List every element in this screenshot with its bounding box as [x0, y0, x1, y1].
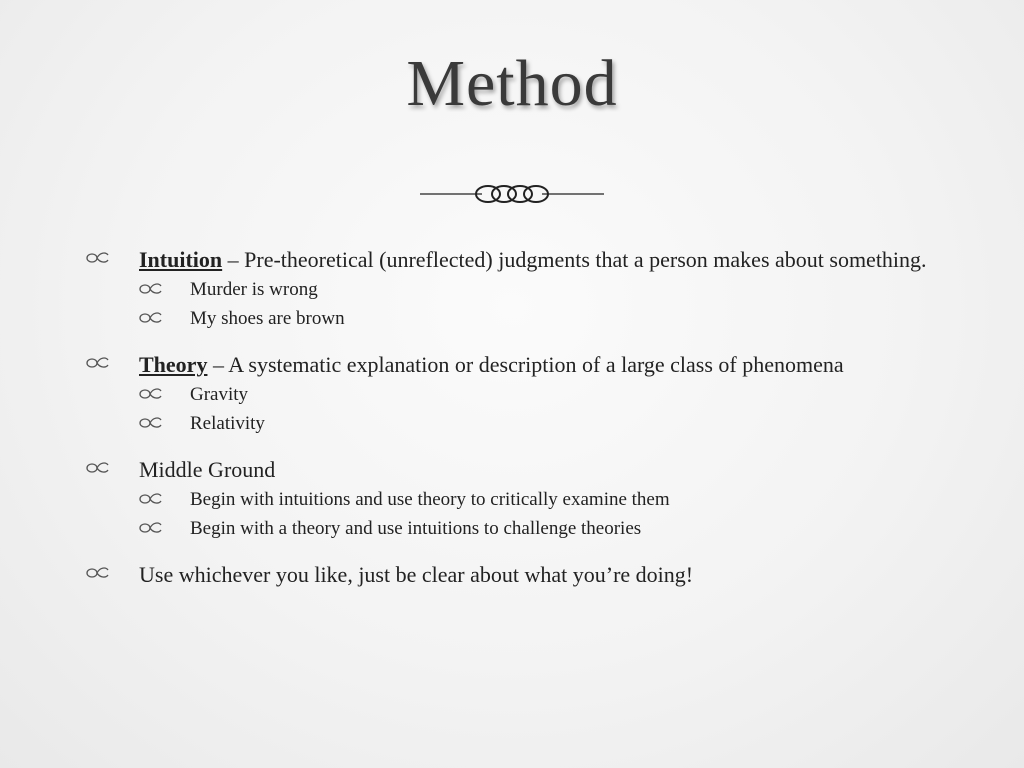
- bullet-item: [86, 248, 966, 272]
- sub-bullet-item: [86, 517, 966, 541]
- bullet-list: [86, 248, 966, 593]
- bullet-term: Theory: [139, 352, 208, 377]
- bullet-group-conclusion: [86, 563, 966, 587]
- bullet-icon: [139, 489, 163, 513]
- bullet-text: – A systematic explanation or description of a large class of phenomena: [207, 352, 844, 377]
- ornament-divider-icon: [412, 176, 612, 212]
- bullet-icon: [86, 563, 110, 587]
- bullet-item: [86, 458, 966, 482]
- bullet-group-theory: [86, 353, 966, 436]
- sub-bullet-item: [86, 278, 966, 302]
- bullet-group-intuition: [86, 248, 966, 331]
- bullet-group-middle-ground: [86, 458, 966, 541]
- slide-title: Method: [406, 47, 618, 120]
- bullet-item: [86, 563, 966, 587]
- sub-bullet-text: Begin with intuitions and use theory to critically examine them: [190, 489, 670, 510]
- sub-bullet-text: Begin with a theory and use intuitions to challenge theories: [190, 518, 642, 539]
- bullet-icon: [139, 279, 163, 303]
- sub-bullet-text: Gravity: [190, 384, 249, 405]
- sub-bullet-text: My shoes are brown: [190, 308, 345, 329]
- bullet-icon: [139, 518, 163, 542]
- sub-bullet-item: [86, 307, 966, 331]
- sub-bullet-item: [86, 383, 966, 407]
- bullet-icon: [139, 413, 163, 437]
- sub-bullet-text: Relativity: [190, 413, 265, 434]
- bullet-icon: [86, 458, 110, 482]
- bullet-icon: [139, 308, 163, 332]
- bullet-text: Use whichever you like, just be clear about what you’re doing!: [139, 562, 694, 587]
- bullet-icon: [139, 384, 163, 408]
- bullet-term: Intuition: [139, 247, 223, 272]
- bullet-item: [86, 353, 966, 377]
- bullet-text: Middle Ground: [139, 457, 276, 482]
- sub-bullet-text: Murder is wrong: [190, 279, 318, 300]
- sub-bullet-item: [86, 412, 966, 436]
- bullet-text: – Pre-theoretical (unreflected) judgments that a person makes about something.: [222, 247, 927, 272]
- bullet-icon: [86, 248, 110, 272]
- bullet-icon: [86, 353, 110, 377]
- sub-bullet-item: [86, 488, 966, 512]
